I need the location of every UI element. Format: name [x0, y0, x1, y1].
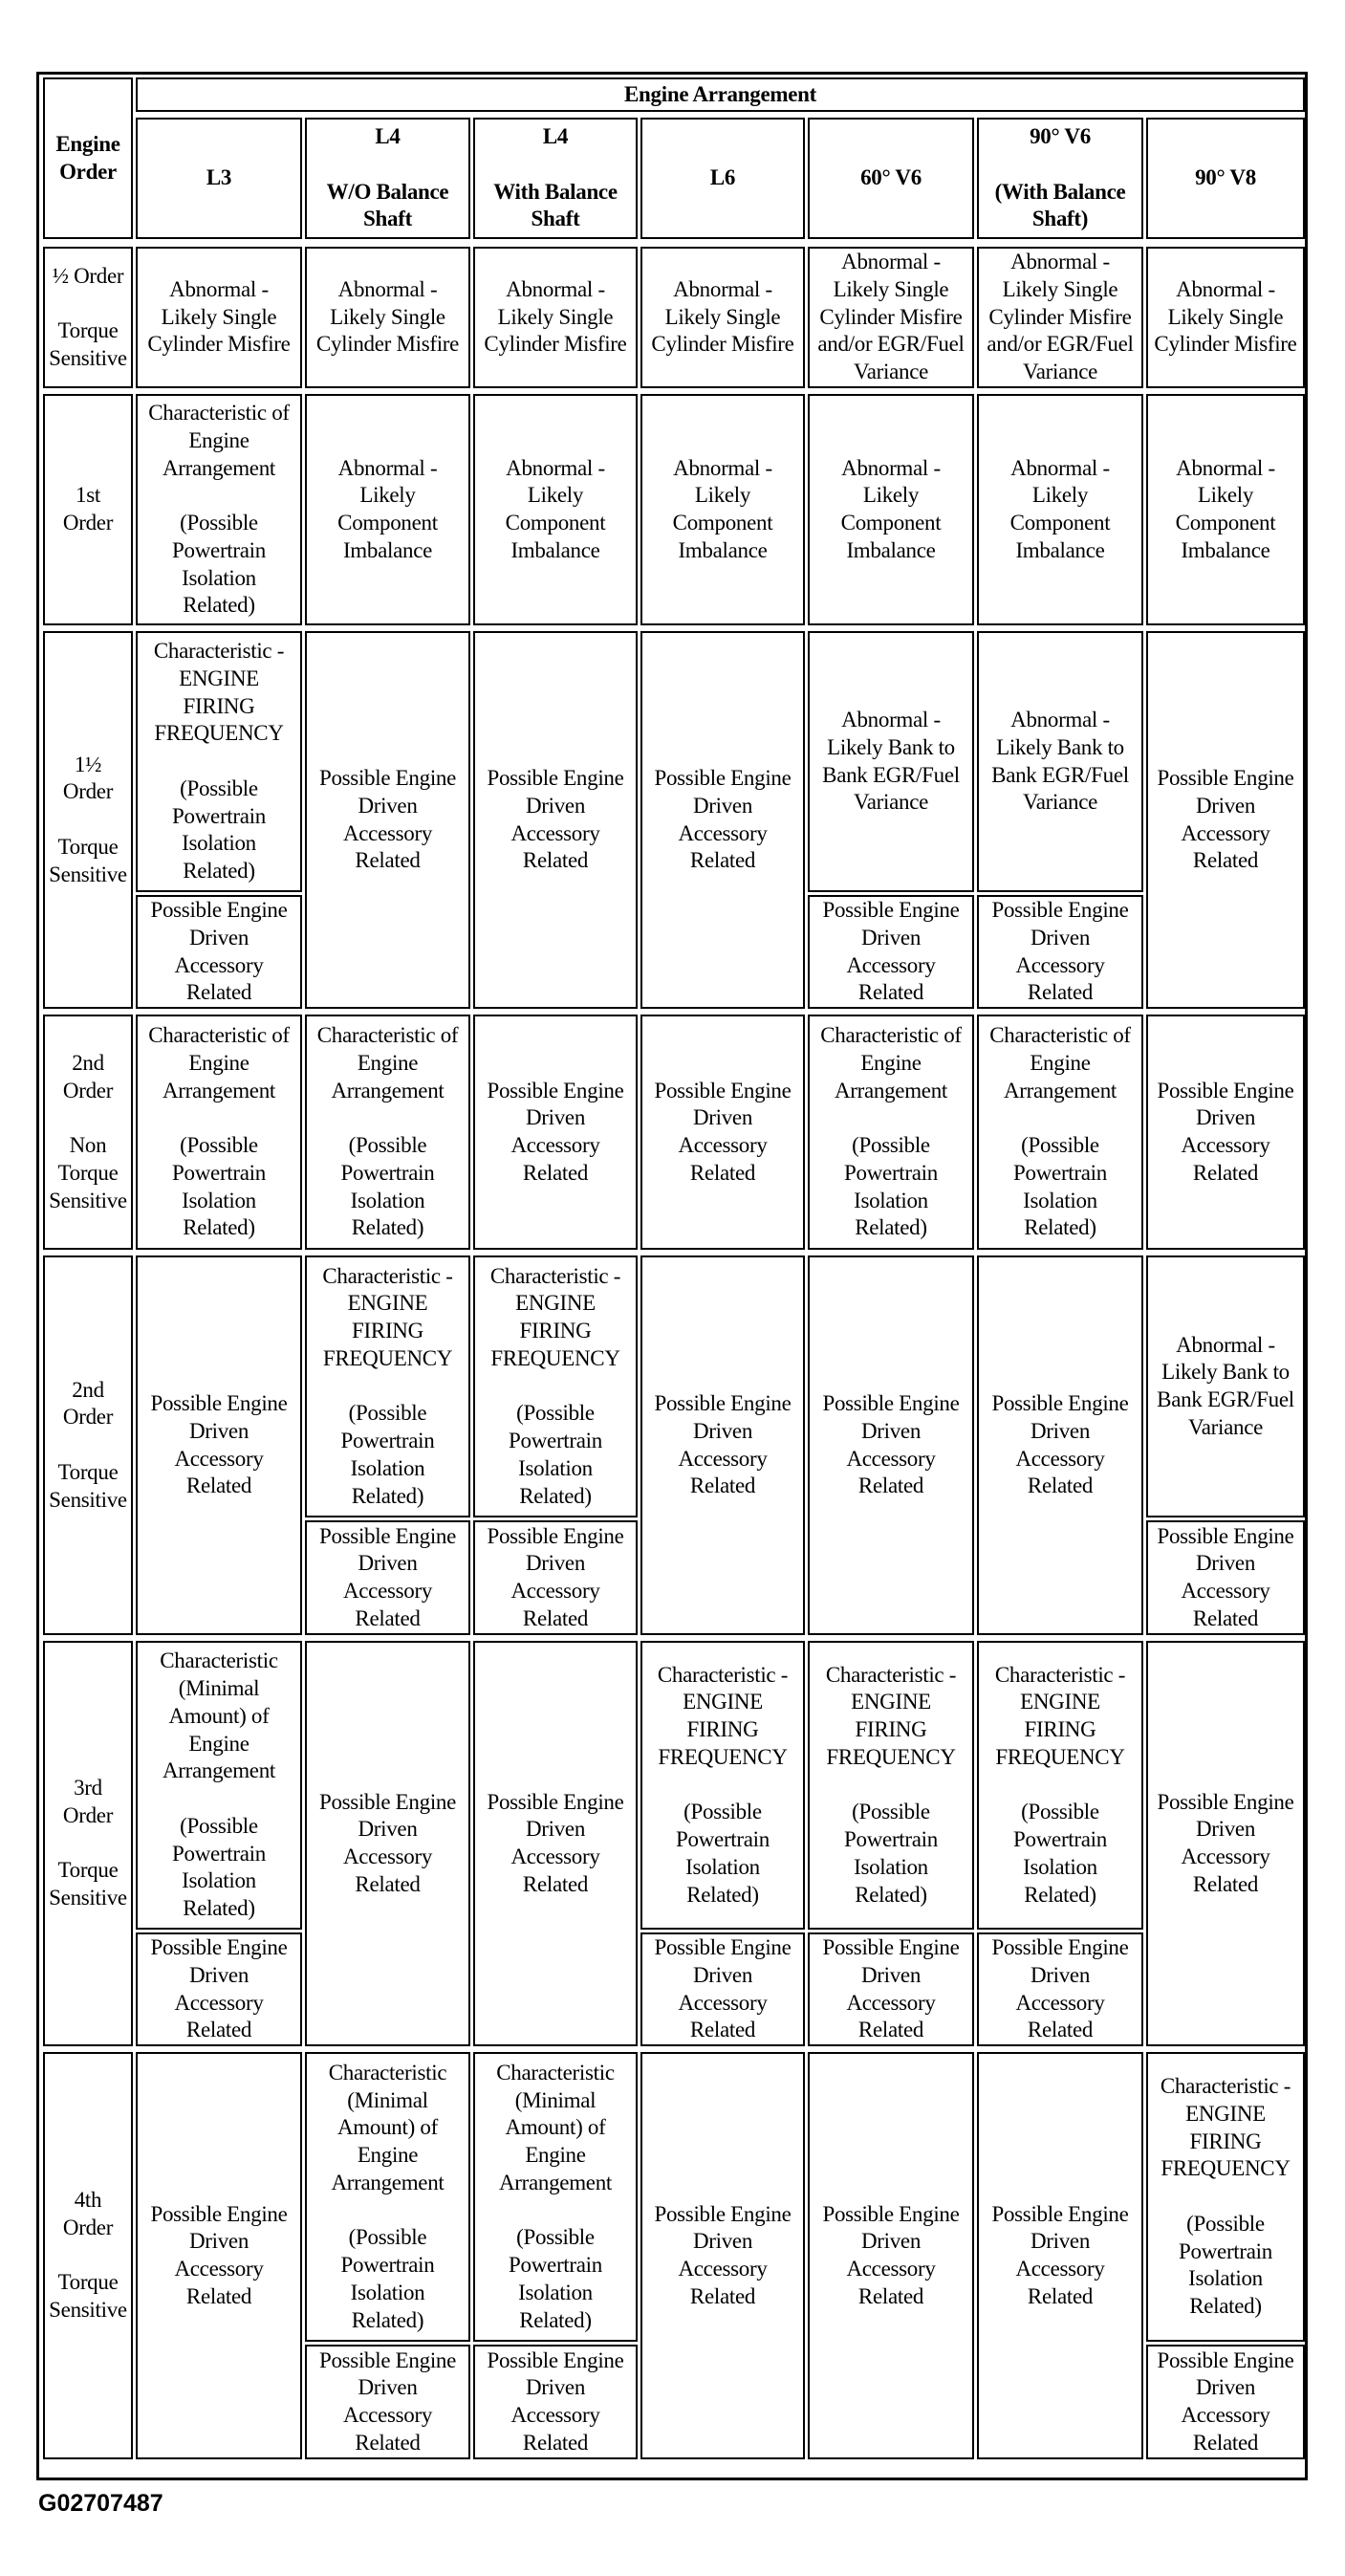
- row-label: 2nd Order Torque Sensitive: [43, 1255, 133, 1635]
- table-cell: Abnormal - Likely Component Imbalance: [808, 394, 974, 625]
- table-cell: Possible Engine Driven Accessory Related: [640, 2052, 805, 2459]
- table-cell: Possible Engine Driven Accessory Related: [977, 2052, 1143, 2459]
- table-cell: Characteristic of Engine Arrangement (Possible Powertrain Isolation Related): [136, 394, 302, 625]
- table-cell: Characteristic of Engine Arrangement (Possible Powertrain Isolation Related): [136, 1015, 302, 1250]
- table-cell: Characteristic - ENGINE FIRING FREQUENCY (Possible Powertrain Isolation Related): [640, 1641, 805, 1930]
- table-cell: Possible Engine Driven Accessory Related: [473, 2345, 638, 2459]
- table-cell: Abnormal - Likely Single Cylinder Misfire: [305, 247, 470, 388]
- table-cell: Characteristic of Engine Arrangement (Possible Powertrain Isolation Related): [808, 1015, 974, 1250]
- table-cell: Possible Engine Driven Accessory Related: [640, 1015, 805, 1250]
- column-header: L4 W/O Balance Shaft: [305, 118, 470, 239]
- table-cell: Abnormal - Likely Bank to Bank EGR/Fuel Variance: [1146, 1255, 1305, 1517]
- table-cell: Possible Engine Driven Accessory Related: [473, 631, 638, 1009]
- table-cell: Possible Engine Driven Accessory Related: [305, 2345, 470, 2459]
- row-label: 3rd Order Torque Sensitive: [43, 1641, 133, 2046]
- table-cell: Abnormal - Likely Single Cylinder Misfire and/or EGR/Fuel Variance: [977, 247, 1143, 388]
- table-cell: Abnormal - Likely Component Imbalance: [977, 394, 1143, 625]
- row-label: ½ Order Torque Sensitive: [43, 247, 133, 388]
- table-cell: Abnormal - Likely Single Cylinder Misfire: [473, 247, 638, 388]
- table-cell: Possible Engine Driven Accessory Related: [977, 1932, 1143, 2046]
- table-cell: Possible Engine Driven Accessory Related: [136, 1255, 302, 1635]
- table-cell: Possible Engine Driven Accessory Related: [808, 1932, 974, 2046]
- group-header-engine-arrangement: Engine Arrangement: [136, 77, 1305, 112]
- table-cell: Abnormal - Likely Single Cylinder Misfire and/or EGR/Fuel Variance: [808, 247, 974, 388]
- table-cell: Characteristic - ENGINE FIRING FREQUENCY (Possible Powertrain Isolation Related): [1146, 2052, 1305, 2342]
- corner-header-engine-order: Engine Order: [43, 77, 133, 239]
- table-cell: Characteristic - ENGINE FIRING FREQUENCY (Possible Powertrain Isolation Related): [473, 1255, 638, 1517]
- table-cell: Characteristic - ENGINE FIRING FREQUENCY (Possible Powertrain Isolation Related): [136, 631, 302, 892]
- table-cell: Possible Engine Driven Accessory Related: [1146, 1015, 1305, 1250]
- table-cell: Possible Engine Driven Accessory Related: [473, 1641, 638, 2046]
- table-cell: Possible Engine Driven Accessory Related: [473, 1015, 638, 1250]
- table-cell: Characteristic - ENGINE FIRING FREQUENCY (Possible Powertrain Isolation Related): [808, 1641, 974, 1930]
- table-cell: Characteristic (Minimal Amount) of Engine Arrangement (Possible Powertrain Isolation Related): [305, 2052, 470, 2342]
- column-header: L6: [640, 118, 805, 239]
- table-cell: Possible Engine Driven Accessory Related: [473, 1520, 638, 1635]
- column-header: 90° V8: [1146, 118, 1305, 239]
- row-label: 1st Order: [43, 394, 133, 625]
- table-cell: Abnormal - Likely Single Cylinder Misfire: [1146, 247, 1305, 388]
- table-cell: Possible Engine Driven Accessory Related: [640, 631, 805, 1009]
- row-label: 1½ Order Torque Sensitive: [43, 631, 133, 1009]
- table-cell: Characteristic (Minimal Amount) of Engine Arrangement (Possible Powertrain Isolation Related): [136, 1641, 302, 1930]
- table-cell: Possible Engine Driven Accessory Related: [1146, 631, 1305, 1009]
- table-cell: Abnormal - Likely Component Imbalance: [305, 394, 470, 625]
- table-cell: Possible Engine Driven Accessory Related: [640, 1932, 805, 2046]
- table-cell: Abnormal - Likely Component Imbalance: [640, 394, 805, 625]
- table-cell: Characteristic - ENGINE FIRING FREQUENCY (Possible Powertrain Isolation Related): [977, 1641, 1143, 1930]
- table-cell: Abnormal - Likely Single Cylinder Misfire: [640, 247, 805, 388]
- table-cell: Abnormal - Likely Component Imbalance: [1146, 394, 1305, 625]
- table-cell: Abnormal - Likely Single Cylinder Misfire: [136, 247, 302, 388]
- table-cell: Characteristic - ENGINE FIRING FREQUENCY (Possible Powertrain Isolation Related): [305, 1255, 470, 1517]
- table-cell: Abnormal - Likely Bank to Bank EGR/Fuel Variance: [977, 631, 1143, 892]
- table-cell: Possible Engine Driven Accessory Related: [977, 1255, 1143, 1635]
- table-cell: Possible Engine Driven Accessory Related: [136, 1932, 302, 2046]
- row-label: 2nd Order Non Torque Sensitive: [43, 1015, 133, 1250]
- table-cell: Possible Engine Driven Accessory Related: [808, 2052, 974, 2459]
- table-cell: Characteristic (Minimal Amount) of Engine Arrangement (Possible Powertrain Isolation Related): [473, 2052, 638, 2342]
- table-cell: Possible Engine Driven Accessory Related: [305, 1641, 470, 2046]
- table-cell: Possible Engine Driven Accessory Related: [305, 1520, 470, 1635]
- table-cell: Characteristic of Engine Arrangement (Possible Powertrain Isolation Related): [305, 1015, 470, 1250]
- table-cell: Possible Engine Driven Accessory Related: [1146, 1520, 1305, 1635]
- table-cell: Possible Engine Driven Accessory Related: [305, 631, 470, 1009]
- table-cell: Possible Engine Driven Accessory Related: [977, 895, 1143, 1009]
- column-header: 60° V6: [808, 118, 974, 239]
- figure-id: G02707487: [38, 2490, 163, 2517]
- table-cell: Possible Engine Driven Accessory Related: [1146, 2345, 1305, 2459]
- vibration-diagnosis-table: [36, 72, 1308, 2480]
- row-label: 4th Order Torque Sensitive: [43, 2052, 133, 2459]
- column-header: 90° V6 (With Balance Shaft): [977, 118, 1143, 239]
- column-header: L4 With Balance Shaft: [473, 118, 638, 239]
- table-cell: Possible Engine Driven Accessory Related: [808, 1255, 974, 1635]
- table-cell: Possible Engine Driven Accessory Related: [136, 2052, 302, 2459]
- table-cell: Characteristic of Engine Arrangement (Possible Powertrain Isolation Related): [977, 1015, 1143, 1250]
- table-cell: Abnormal - Likely Component Imbalance: [473, 394, 638, 625]
- table-cell: Possible Engine Driven Accessory Related: [1146, 1641, 1305, 2046]
- table-cell: Possible Engine Driven Accessory Related: [808, 895, 974, 1009]
- column-header: L3: [136, 118, 302, 239]
- table-cell: Possible Engine Driven Accessory Related: [136, 895, 302, 1009]
- table-cell: Abnormal - Likely Bank to Bank EGR/Fuel Variance: [808, 631, 974, 892]
- table-cell: Possible Engine Driven Accessory Related: [640, 1255, 805, 1635]
